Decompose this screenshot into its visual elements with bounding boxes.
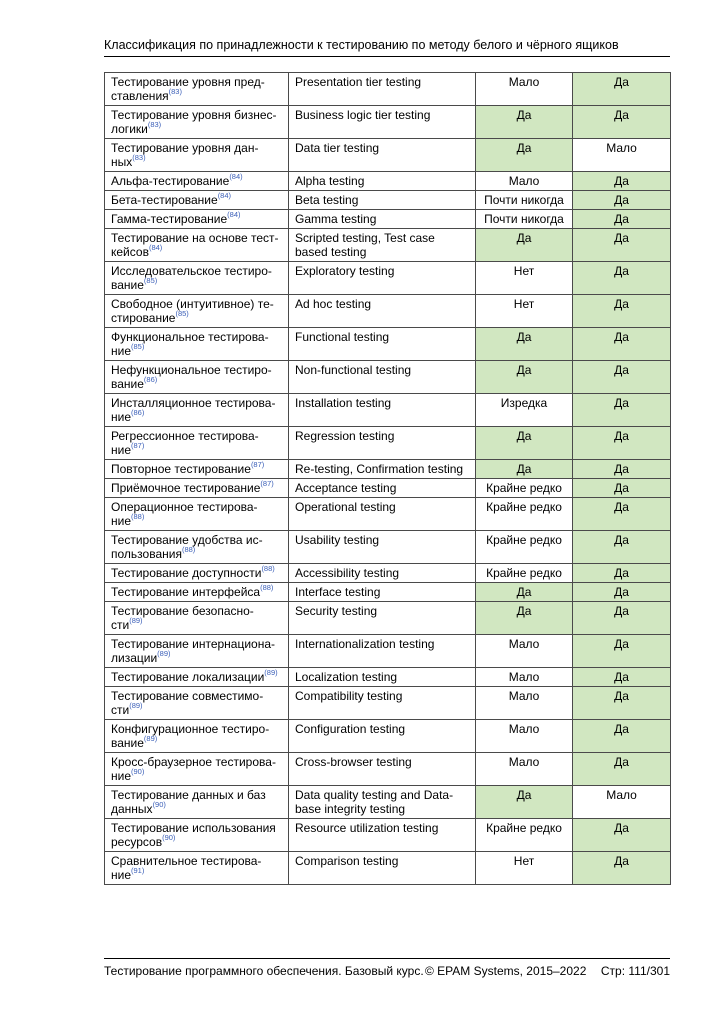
reference-link[interactable]: (88) <box>131 512 145 521</box>
white-box-value: Нет <box>476 295 573 328</box>
black-box-value: Да <box>573 720 671 753</box>
black-box-value: Да <box>573 583 671 602</box>
test-type-ru <box>105 295 289 328</box>
white-box-value: Да <box>476 602 573 635</box>
reference-link[interactable]: (89) <box>129 616 143 625</box>
white-box-value: Почти никогда <box>476 191 573 210</box>
white-box-value: Да <box>476 427 573 460</box>
test-type-en: Exploratory testing <box>289 262 476 295</box>
test-type-ru-label: Тестирование уровня пред-ставления <box>111 75 265 103</box>
black-box-value: Да <box>573 687 671 720</box>
reference-link[interactable]: (84) <box>229 172 243 181</box>
test-type-ru-label: Тестирование использования ресурсов <box>111 821 276 849</box>
test-type-ru-label: Альфа-тестирование <box>111 174 230 188</box>
table-row <box>105 172 671 191</box>
black-box-value: Да <box>573 262 671 295</box>
white-box-value: Да <box>476 583 573 602</box>
test-type-ru-label: Тестирование локализации <box>111 670 265 684</box>
test-type-ru-label: Конфигурационное тестиро-вание <box>111 722 270 750</box>
test-type-en: Acceptance testing <box>289 479 476 498</box>
test-type-en: Regression testing <box>289 427 476 460</box>
black-box-value: Да <box>573 479 671 498</box>
white-box-value: Мало <box>476 687 573 720</box>
footer-divider <box>104 958 670 959</box>
test-type-en: Non-functional testing <box>289 361 476 394</box>
test-type-ru-label: Тестирование уровня бизнес-логики <box>111 108 277 136</box>
reference-link[interactable]: (90) <box>152 800 166 809</box>
reference-link[interactable]: (90) <box>162 833 176 842</box>
test-type-ru <box>105 394 289 427</box>
test-type-en: Beta testing <box>289 191 476 210</box>
test-type-ru-label: Свободное (интуитивное) те-стирование <box>111 297 274 325</box>
reference-link[interactable]: (89) <box>143 734 158 743</box>
test-type-en: Accessibility testing <box>289 564 476 583</box>
white-box-value: Да <box>476 460 573 479</box>
test-type-ru <box>105 786 289 819</box>
reference-link[interactable]: (87) <box>131 441 145 450</box>
test-type-ru-label: Приёмочное тестирование <box>111 481 261 495</box>
test-type-ru <box>105 210 289 229</box>
table-row <box>105 819 671 852</box>
black-box-value: Да <box>573 564 671 583</box>
test-type-ru <box>105 635 289 668</box>
test-type-ru-label: Тестирование интернациона-лизации <box>111 637 276 665</box>
test-type-en: Internationalization testing <box>289 635 476 668</box>
table-row <box>105 229 671 262</box>
test-type-ru-label: Функциональное тестирова-ние <box>111 330 269 358</box>
black-box-value: Мало <box>573 786 671 819</box>
black-box-value: Да <box>573 191 671 210</box>
table-row <box>105 479 671 498</box>
black-box-value: Да <box>573 172 671 191</box>
test-type-en: Gamma testing <box>289 210 476 229</box>
reference-link[interactable]: (86) <box>143 375 158 384</box>
table-row <box>105 635 671 668</box>
reference-link[interactable]: (87) <box>260 479 274 488</box>
black-box-value: Да <box>573 328 671 361</box>
black-box-value: Да <box>573 498 671 531</box>
reference-link[interactable]: (83) <box>132 153 146 162</box>
test-type-ru-label: Бета-тестирование <box>111 193 218 207</box>
table-row <box>105 295 671 328</box>
test-type-ru-label: Нефункциональное тестиро-вание <box>111 363 272 391</box>
black-box-value: Да <box>573 753 671 786</box>
test-type-ru-label: Повторное тестирование <box>111 462 251 476</box>
black-box-value: Да <box>573 531 671 564</box>
reference-link[interactable]: (88) <box>260 583 274 592</box>
test-type-en: Presentation tier testing <box>289 73 476 106</box>
test-type-ru-label: Тестирование совместимо-сти <box>111 689 264 717</box>
table-row <box>105 210 671 229</box>
reference-link[interactable]: (84) <box>217 191 232 200</box>
table-row <box>105 394 671 427</box>
reference-link[interactable]: (90) <box>131 767 145 776</box>
reference-link[interactable]: (84) <box>227 210 241 219</box>
white-box-value: Да <box>476 361 573 394</box>
test-type-ru <box>105 668 289 687</box>
test-type-ru <box>105 229 289 262</box>
white-box-value: Мало <box>476 753 573 786</box>
table-row <box>105 106 671 139</box>
reference-link[interactable]: (89) <box>157 649 171 658</box>
white-box-value: Крайне редко <box>476 819 573 852</box>
test-type-en: Configuration testing <box>289 720 476 753</box>
test-type-ru <box>105 106 289 139</box>
white-box-value: Крайне редко <box>476 564 573 583</box>
test-type-ru-label: Тестирование доступности <box>111 566 262 580</box>
test-type-ru-label: Исследовательское тестиро-вание <box>111 264 272 292</box>
black-box-value: Да <box>573 602 671 635</box>
black-box-value: Да <box>573 229 671 262</box>
test-type-ru <box>105 191 289 210</box>
white-box-value: Крайне редко <box>476 531 573 564</box>
reference-link[interactable]: (85) <box>175 309 189 318</box>
white-box-value: Изредка <box>476 394 573 427</box>
test-type-ru <box>105 460 289 479</box>
reference-link[interactable]: (91) <box>131 866 145 875</box>
white-box-value: Мало <box>476 73 573 106</box>
page-footer <box>104 964 670 980</box>
test-type-en: Resource utilization testing <box>289 819 476 852</box>
white-box-value: Мало <box>476 668 573 687</box>
table-row <box>105 687 671 720</box>
test-type-ru <box>105 687 289 720</box>
test-type-ru-label: Тестирование на основе тест-кейсов <box>111 231 279 259</box>
black-box-value: Да <box>573 819 671 852</box>
table-row <box>105 361 671 394</box>
test-type-en: Usability testing <box>289 531 476 564</box>
test-type-ru <box>105 753 289 786</box>
table-row <box>105 498 671 531</box>
test-type-en: Interface testing <box>289 583 476 602</box>
black-box-value: Да <box>573 73 671 106</box>
test-type-ru-label: Сравнительное тестирова-ние <box>111 854 262 882</box>
table-row <box>105 786 671 819</box>
black-box-value: Да <box>573 210 671 229</box>
white-box-value: Крайне редко <box>476 479 573 498</box>
table-row <box>105 427 671 460</box>
footer-book-title: Тестирование программного обеспечения. Базовый курс. <box>104 964 424 978</box>
white-box-value: Да <box>476 106 573 139</box>
test-type-en: Security testing <box>289 602 476 635</box>
table-row <box>105 602 671 635</box>
test-type-en: Compatibility testing <box>289 687 476 720</box>
test-type-ru <box>105 583 289 602</box>
testing-classification-table <box>104 72 671 885</box>
test-type-ru-label: Кросс-браузерное тестирова-ние <box>111 755 276 783</box>
test-type-en: Localization testing <box>289 668 476 687</box>
test-type-ru-label: Инсталляционное тестирова-ние <box>111 396 276 424</box>
footer-copyright: © EPAM Systems, 2015–2022 <box>425 964 587 978</box>
reference-link[interactable]: (88) <box>261 564 275 573</box>
test-type-en: Alpha testing <box>289 172 476 191</box>
black-box-value: Мало <box>573 139 671 172</box>
test-type-ru <box>105 361 289 394</box>
white-box-value: Мало <box>476 720 573 753</box>
test-type-ru-label: Гамма-тестирование <box>111 212 228 226</box>
test-type-ru <box>105 852 289 885</box>
black-box-value: Да <box>573 106 671 139</box>
page-header-title: Классификация по принадлежности к тестированию по методу белого и чёрного ящиков <box>104 38 619 52</box>
test-type-en: Data tier testing <box>289 139 476 172</box>
test-type-en: Scripted testing, Test case based testing <box>289 229 476 262</box>
reference-link[interactable]: (85) <box>131 342 145 351</box>
test-type-en: Business logic tier testing <box>289 106 476 139</box>
white-box-value: Мало <box>476 172 573 191</box>
table-row <box>105 720 671 753</box>
test-type-ru <box>105 531 289 564</box>
table-row <box>105 328 671 361</box>
white-box-value: Да <box>476 229 573 262</box>
black-box-value: Да <box>573 460 671 479</box>
table-row <box>105 262 671 295</box>
reference-link[interactable]: (89) <box>129 701 143 710</box>
white-box-value: Нет <box>476 262 573 295</box>
test-type-ru <box>105 139 289 172</box>
table-row <box>105 531 671 564</box>
table-row <box>105 460 671 479</box>
white-box-value: Мало <box>476 635 573 668</box>
test-type-en: Re-testing, Confirmation testing <box>289 460 476 479</box>
reference-link[interactable]: (83) <box>147 120 162 129</box>
test-type-en: Cross-browser testing <box>289 753 476 786</box>
test-type-ru <box>105 564 289 583</box>
black-box-value: Да <box>573 361 671 394</box>
test-type-ru <box>105 498 289 531</box>
table-row <box>105 564 671 583</box>
test-type-ru-label: Тестирование уровня дан-ных <box>111 141 259 169</box>
table-row <box>105 73 671 106</box>
white-box-value: Да <box>476 139 573 172</box>
test-type-ru <box>105 479 289 498</box>
white-box-value: Нет <box>476 852 573 885</box>
test-type-ru <box>105 172 289 191</box>
reference-link[interactable]: (85) <box>143 276 158 285</box>
table-row <box>105 191 671 210</box>
test-type-en: Functional testing <box>289 328 476 361</box>
reference-link[interactable]: (83) <box>168 87 182 96</box>
test-type-ru-label: Регрессионное тестирова-ние <box>111 429 259 457</box>
test-type-ru-label: Тестирование удобства ис-пользования <box>111 533 263 561</box>
table-row <box>105 668 671 687</box>
black-box-value: Да <box>573 852 671 885</box>
test-type-ru <box>105 73 289 106</box>
table-row <box>105 139 671 172</box>
reference-link[interactable]: (84) <box>148 243 163 252</box>
test-type-ru <box>105 427 289 460</box>
reference-link[interactable]: (89) <box>264 668 278 677</box>
test-type-en: Operational testing <box>289 498 476 531</box>
footer-page-number: Стр: 111/301 <box>600 964 670 978</box>
white-box-value: Почти никогда <box>476 210 573 229</box>
test-type-ru <box>105 819 289 852</box>
test-type-en: Ad hoc testing <box>289 295 476 328</box>
table-row <box>105 852 671 885</box>
test-type-ru-label: Операционное тестирова-ние <box>111 500 258 528</box>
black-box-value: Да <box>573 668 671 687</box>
test-type-en: Comparison testing <box>289 852 476 885</box>
reference-link[interactable]: (88) <box>181 545 196 554</box>
table-row <box>105 753 671 786</box>
black-box-value: Да <box>573 635 671 668</box>
test-type-ru <box>105 720 289 753</box>
white-box-value: Да <box>476 328 573 361</box>
table-row <box>105 583 671 602</box>
test-type-en: Data quality testing and Data-base integrity testing <box>289 786 476 819</box>
test-type-ru <box>105 328 289 361</box>
test-type-ru-label: Тестирование данных и баз данных <box>111 788 266 816</box>
test-type-ru-label: Тестирование безопасно-сти <box>111 604 254 632</box>
white-box-value: Крайне редко <box>476 498 573 531</box>
test-type-en: Installation testing <box>289 394 476 427</box>
black-box-value: Да <box>573 394 671 427</box>
white-box-value: Да <box>476 786 573 819</box>
test-type-ru <box>105 602 289 635</box>
test-type-ru-label: Тестирование интерфейса <box>111 585 261 599</box>
black-box-value: Да <box>573 427 671 460</box>
reference-link[interactable]: (87) <box>250 460 265 469</box>
test-type-ru <box>105 262 289 295</box>
black-box-value: Да <box>573 295 671 328</box>
reference-link[interactable]: (86) <box>131 408 145 417</box>
header-divider <box>104 56 670 57</box>
